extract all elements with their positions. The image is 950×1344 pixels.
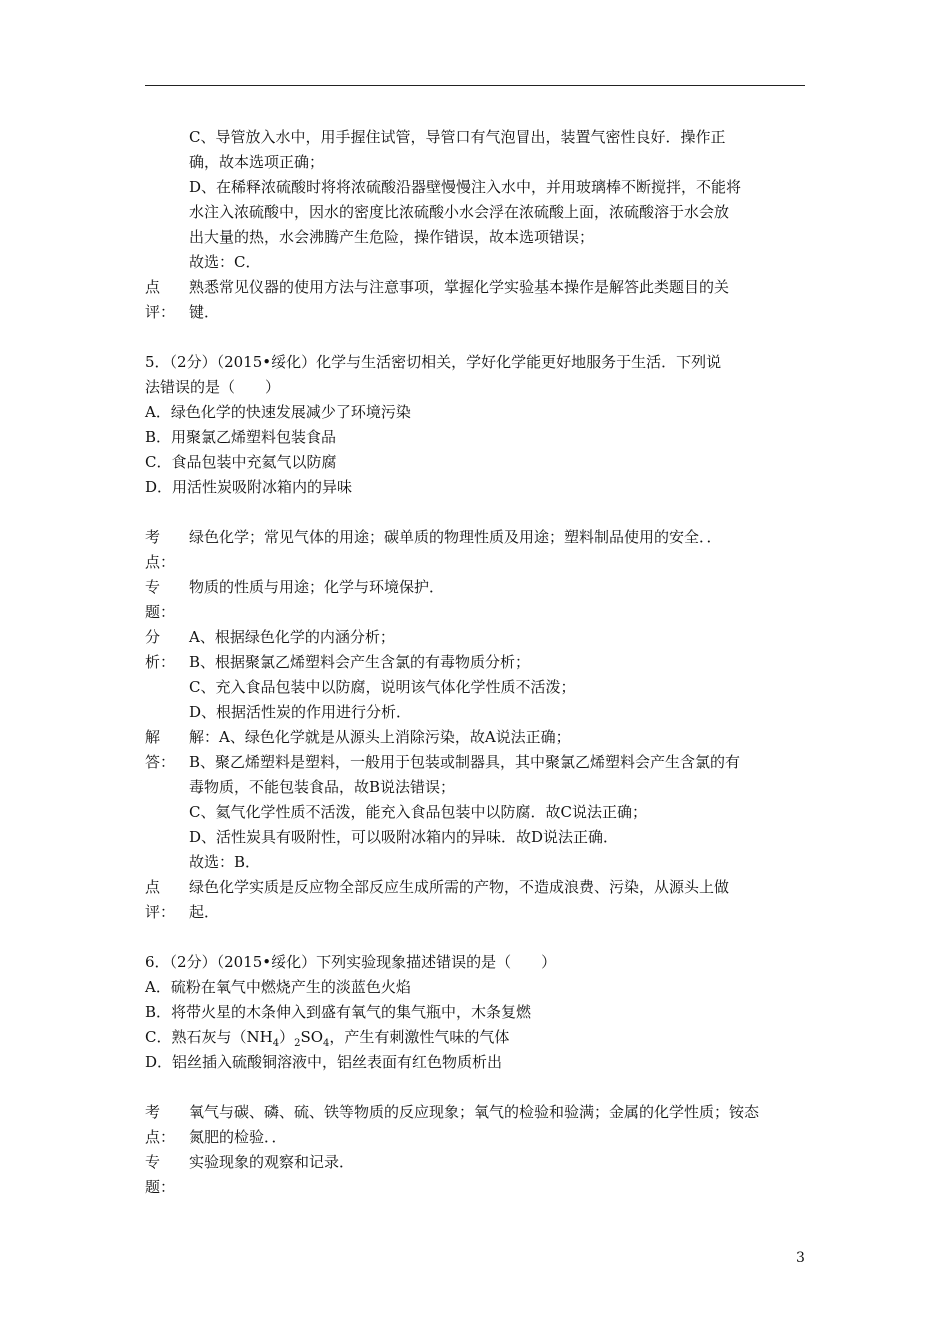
jieda-text: B、聚乙烯塑料是塑料，一般用于包装或制器具，其中聚氯乙烯塑料会产生含氯的有 xyxy=(189,753,741,771)
fenxi-text: B、根据聚氯乙烯塑料会产生含氯的有毒物质分析； xyxy=(189,653,531,671)
header-rule xyxy=(145,85,805,86)
fenxi-text: D、根据活性炭的作用进行分析． xyxy=(189,703,412,721)
jieda-label: 解 xyxy=(145,728,161,746)
kaodian-label: 点： xyxy=(145,553,176,571)
comment-label: 点 xyxy=(145,278,161,296)
subscript: 4 xyxy=(272,1038,280,1049)
kaodian-label: 考 xyxy=(145,1103,161,1121)
kaodian-label: 点： xyxy=(145,1128,176,1146)
text-line: C、导管放入水中，用手握住试管，导管口有气泡冒出，装置气密性良好．操作正 xyxy=(189,128,726,146)
option-a: A．硫粉在氧气中燃烧产生的淡蓝色火焰 xyxy=(145,978,411,996)
jieda-text: C、氦气化学性质不活泼，能充入食品包装中以防腐．故C说法正确； xyxy=(189,803,647,821)
subscript: 2 xyxy=(294,1038,301,1049)
option-a: A．绿色化学的快速发展减少了环境污染 xyxy=(145,403,411,421)
option-c-pre: C．熟石灰与（NH xyxy=(145,1028,273,1046)
text-line: 出大量的热，水会沸腾产生危险，操作错误，故本选项错误； xyxy=(189,228,595,246)
jieda-text: 解：A、绿色化学就是从源头上消除污染，故A说法正确； xyxy=(189,728,571,746)
zhuanti-label: 题： xyxy=(145,603,176,621)
option-c-post: SO xyxy=(300,1028,324,1046)
option-b: B．将带火星的木条伸入到盛有氧气的集气瓶中，木条复燃 xyxy=(145,1003,532,1021)
text-line: 水注入浓硫酸中，因水的密度比浓硫酸小水会浮在浓硫酸上面，浓硫酸溶于水会放 xyxy=(189,203,730,221)
comment-text: 键． xyxy=(189,303,220,321)
comment-text: 熟悉常见仪器的使用方法与注意事项，掌握化学实验基本操作是解答此类题目的关 xyxy=(189,278,730,296)
question-stem: 5．（2分）（2015•绥化）化学与生活密切相关，学好化学能更好地服务于生活．下列说 xyxy=(145,353,722,371)
jieda-text: 毒物质，不能包装食品，故B说法错误； xyxy=(189,778,456,796)
question-stem: 法错误的是（ ） xyxy=(145,378,281,396)
zhuanti-label: 题： xyxy=(145,1178,176,1196)
text-line: D、在稀释浓硫酸时将将浓硫酸沿器壁慢慢注入水中，并用玻璃棒不断搅拌，不能将 xyxy=(189,178,742,196)
option-c-tail: ，产生有刺激性气味的气体 xyxy=(329,1028,510,1046)
comment-label: 评： xyxy=(145,303,176,321)
dianping-text: 起． xyxy=(189,903,220,921)
option-d: D．用活性炭吸附冰箱内的异味 xyxy=(145,478,353,496)
dianping-label: 点 xyxy=(145,878,161,896)
kaodian-text: 氮肥的检验．． xyxy=(189,1128,287,1146)
option-c: C．食品包装中充氦气以防腐 xyxy=(145,453,337,471)
dianping-label: 评： xyxy=(145,903,176,921)
option-c-mid: ） xyxy=(279,1028,295,1046)
dianping-text: 绿色化学实质是反应物全部反应生成所需的产物，不造成浪费、污染，从源头上做 xyxy=(189,878,730,896)
page-number: 3 xyxy=(796,1250,805,1266)
subscript: 4 xyxy=(323,1038,330,1049)
jieda-text: D、活性炭具有吸附性，可以吸附冰箱内的异味．故D说法正确． xyxy=(189,828,619,846)
fenxi-label: 分 xyxy=(145,628,161,646)
fenxi-text: C、充入食品包装中以防腐，说明该气体化学性质不活泼； xyxy=(189,678,576,696)
kaodian-text: 绿色化学；常见气体的用途；碳单质的物理性质及用途；塑料制品使用的安全．． xyxy=(189,528,722,546)
kaodian-label: 考 xyxy=(145,528,161,546)
zhuanti-text: 实验现象的观察和记录． xyxy=(189,1153,355,1171)
fenxi-label: 析： xyxy=(145,653,176,671)
option-b: B．用聚氯乙烯塑料包装食品 xyxy=(145,428,337,446)
jieda-text: 故选：B． xyxy=(189,853,261,871)
answer-line: 故选：C． xyxy=(189,253,261,271)
question-stem: 6．（2分）（2015•绥化）下列实验现象描述错误的是（ ） xyxy=(145,953,557,971)
fenxi-text: A、根据绿色化学的内涵分析； xyxy=(189,628,395,646)
zhuanti-label: 专 xyxy=(145,1153,161,1171)
text-line: 确，故本选项正确； xyxy=(189,153,325,171)
jieda-label: 答： xyxy=(145,753,176,771)
zhuanti-text: 物质的性质与用途；化学与环境保护． xyxy=(189,578,445,596)
option-c xyxy=(145,1027,509,1054)
zhuanti-label: 专 xyxy=(145,578,161,596)
kaodian-text: 氧气与碳、磷、硫、铁等物质的反应现象；氧气的检验和验满；金属的化学性质；铵态 xyxy=(189,1103,760,1121)
option-d: D．铝丝插入硫酸铜溶液中，铝丝表面有红色物质析出 xyxy=(145,1053,503,1071)
